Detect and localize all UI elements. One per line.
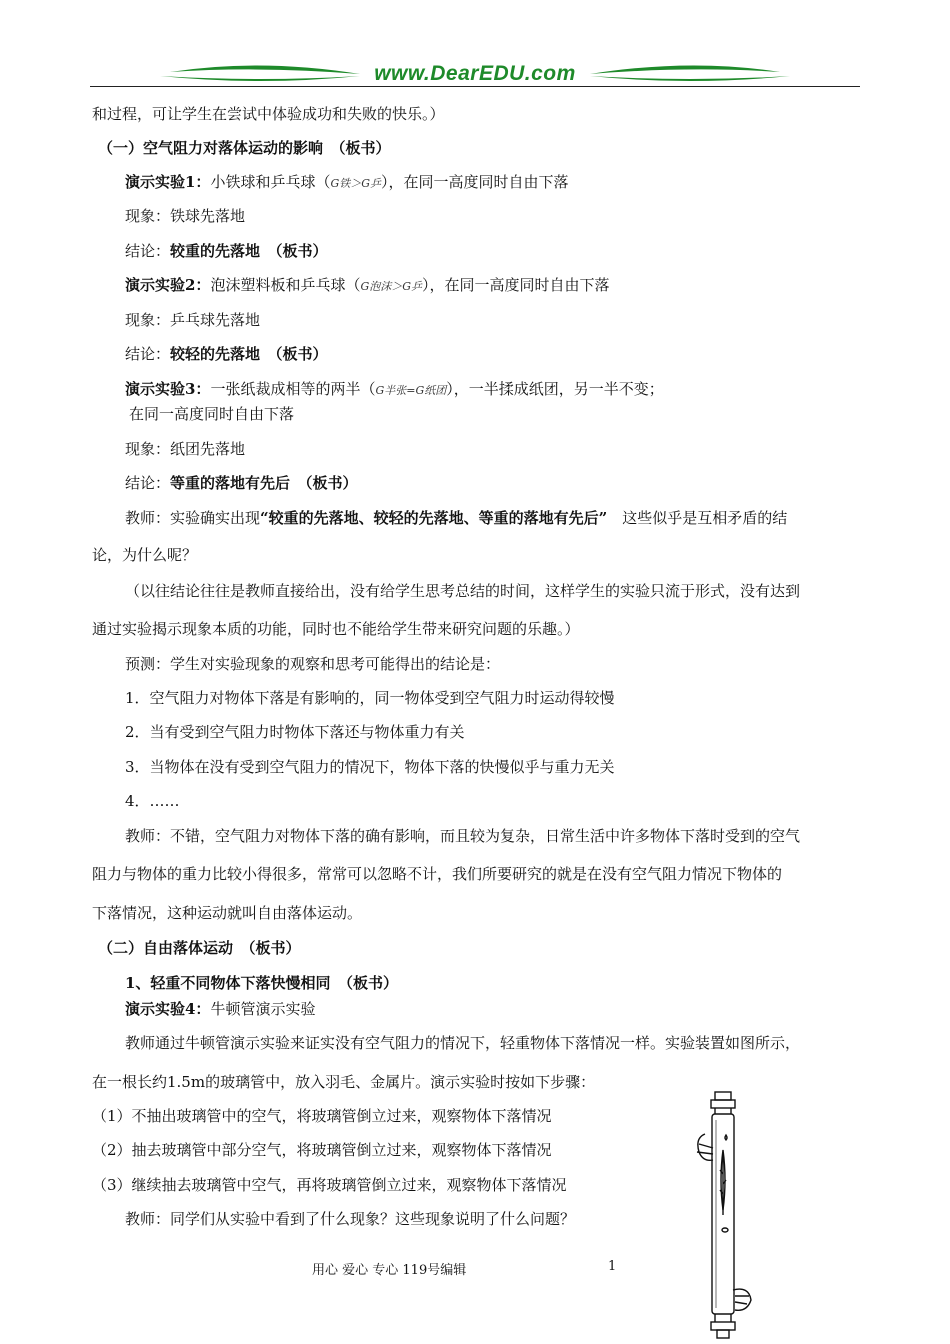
conclusion-label: 结论：	[125, 345, 171, 363]
phenomenon-1: 现象：铁球先落地	[125, 207, 246, 225]
page-number: 1	[608, 1259, 617, 1274]
experiment-label: 演示实验4：	[125, 1000, 211, 1018]
conclusion-3	[125, 473, 358, 493]
header-banner	[90, 60, 860, 90]
experiment-2	[125, 275, 610, 297]
conclusion-text: 较轻的先落地 （板书）	[170, 345, 328, 363]
list-item: 2．当有受到空气阻力时物体下落还与物体重力有关	[125, 723, 465, 741]
experiment-3	[125, 379, 664, 401]
experiment-text: 一张纸裁成相等的两半（	[210, 380, 376, 398]
conclusion-2	[125, 344, 328, 364]
teacher-question: 教师：同学们从实验中看到了什么现象？这些现象说明了什么问题？	[125, 1210, 576, 1228]
experiment-text: 小铁球和乒乓球（	[210, 173, 331, 191]
weight-relation: G半张=G纸团	[375, 384, 447, 397]
phenomenon-2: 现象：乒乓球先落地	[125, 311, 261, 329]
paragraph-line: 阻力与物体的重力比较小得很多，常常可以忽略不计，我们所要研究的就是在没有空气阻力情况下物体的	[92, 865, 783, 883]
remark-text: 教师：实验确实出现	[125, 509, 261, 527]
footer-text: 用心 爱心 专心 119号编辑	[312, 1263, 467, 1278]
experiment-text: ），在同一高度同时自由下落	[422, 276, 610, 294]
list-item: 4．……	[125, 792, 180, 810]
weight-relation: G泡沫＞G乒	[360, 280, 423, 293]
conclusion-label: 结论：	[125, 474, 171, 492]
step-item: （3）继续抽去玻璃管中空气，再将玻璃管倒立过来，观察物体下落情况	[92, 1176, 567, 1194]
section-heading: （一）空气阻力对落体运动的影响 （板书）	[98, 139, 391, 157]
conclusion-text: 等重的落地有先后 （板书）	[170, 474, 358, 492]
experiment-label: 演示实验1：	[125, 173, 211, 191]
weight-relation: G铁＞G乒	[330, 177, 382, 190]
header-rule	[90, 86, 860, 87]
experiment-label: 演示实验3：	[125, 380, 211, 398]
prediction-intro: 预测：学生对实验现象的观察和思考可能得出的结论是：	[125, 655, 501, 673]
paragraph-line: 在一根长约1.5m的玻璃管中，放入羽毛、金属片。演示实验时按如下步骤：	[92, 1073, 596, 1091]
experiment-1	[125, 172, 569, 194]
experiment-text: 牛顿管演示实验	[210, 1000, 316, 1018]
teacher-remark-1	[125, 508, 787, 528]
list-item: 1．空气阻力对物体下落是有影响的，同一物体受到空气阻力时运动得较慢	[125, 689, 615, 707]
paragraph-line: 下落情况，这种运动就叫自由落体运动。	[92, 904, 363, 922]
remark-text: 这些似乎是互相矛盾的结	[607, 509, 788, 527]
note-line: （以往结论往往是教师直接给出，没有给学生思考总结的时间，这样学生的实验只流于形式，没有达到	[125, 582, 801, 600]
remark-emphasis: “较重的先落地、较轻的先落地、等重的落地有先后”	[260, 509, 608, 527]
teacher-remark-2: 教师：不错，空气阻力对物体下落的确有影响，而且较为复杂，日常生活中许多物体下落时受到的空气	[125, 827, 801, 845]
experiment-label: 演示实验2：	[125, 276, 211, 294]
paragraph-line: 论，为什么呢？	[92, 546, 198, 564]
step-item: （2）抽去玻璃管中部分空气，将玻璃管倒立过来，观察物体下落情况	[92, 1141, 552, 1159]
site-brand: www.DearEDU.com	[374, 62, 576, 85]
teacher-remark-3: 教师通过牛顿管演示实验来证实没有空气阻力的情况下，轻重物体下落情况一样。实验装置如图所示，	[125, 1034, 801, 1052]
list-item: 3．当物体在没有受到空气阻力的情况下，物体下落的快慢似乎与重力无关	[125, 758, 615, 776]
subsection-heading: 1、轻重不同物体下落快慢相同 （板书）	[125, 974, 398, 992]
conclusion-text: 较重的先落地 （板书）	[170, 242, 328, 260]
conclusion-1	[125, 241, 328, 261]
note-line: 通过实验揭示现象本质的功能，同时也不能给学生带来研究问题的乐趣。）	[92, 620, 580, 638]
step-item: （1）不抽出玻璃管中的空气，将玻璃管倒立过来，观察物体下落情况	[92, 1107, 552, 1125]
paragraph-line: 和过程，可让学生在尝试中体验成功和失败的快乐。）	[92, 105, 445, 123]
conclusion-label: 结论：	[125, 242, 171, 260]
experiment-text: ），一半揉成纸团，另一半不变；	[446, 380, 664, 398]
experiment-text: 泡沫塑料板和乒乓球（	[210, 276, 361, 294]
newton-tube-illustration-icon	[685, 1090, 765, 1340]
phenomenon-3: 现象：纸团先落地	[125, 440, 246, 458]
experiment-4	[125, 999, 315, 1019]
section-heading: （二）自由落体运动 （板书）	[98, 939, 301, 957]
experiment-3-cont: 在同一高度同时自由下落	[129, 405, 295, 423]
experiment-text: ），在同一高度同时自由下落	[381, 173, 569, 191]
